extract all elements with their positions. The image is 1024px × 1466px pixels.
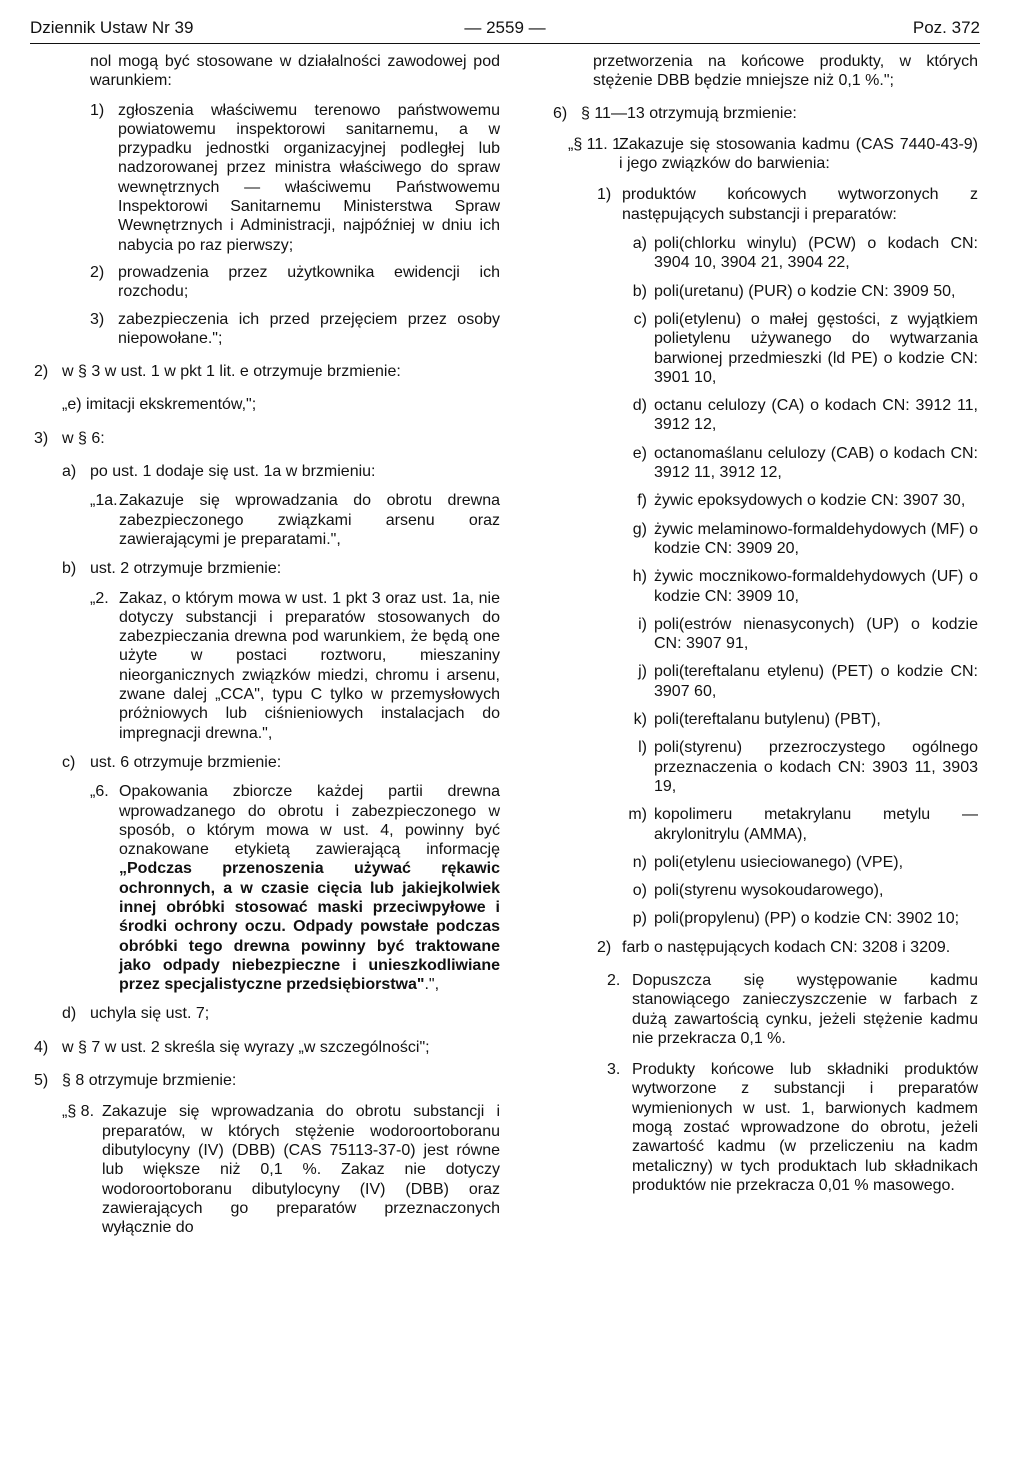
condition-item bbox=[90, 310, 500, 349]
item-text: octanu celulozy (CA) o kodach CN: 3912 11, 3912 12, bbox=[654, 397, 978, 434]
item-text: octanomaślanu celulozy (CAB) o kodach CN: 3912 11, 3912 12, bbox=[654, 444, 978, 482]
item-text: zabezpieczenia ich przed przejęciem przez osoby niepowołane."; bbox=[118, 310, 500, 347]
amendment-item bbox=[34, 1071, 500, 1090]
item-label: j) bbox=[638, 663, 647, 681]
item-text: żywic melaminowo-formaldehydowych (MF) o kodzie CN: 3909 20, bbox=[654, 520, 978, 557]
amendment-item bbox=[34, 362, 500, 381]
item-label: 3) bbox=[34, 429, 49, 447]
section-11 bbox=[568, 135, 978, 174]
item-text: żywic epoksydowych o kodzie CN: 3907 30, bbox=[654, 492, 966, 510]
item-text: poli(styrenu) przezroczystego ogólnego przeznaczenia o kodach CN: 3903 11, 3903 19, bbox=[654, 739, 978, 795]
sub-item bbox=[62, 753, 500, 772]
item-label: o) bbox=[632, 882, 647, 900]
substances-list bbox=[622, 234, 978, 929]
item-label: 2) bbox=[34, 363, 49, 381]
list-item bbox=[622, 234, 978, 273]
list-item bbox=[622, 444, 978, 483]
item-text: Produkty końcowe lub składniki produktów wytworzone z substancji i preparatów wymienionych w ust. 1, barwionych kadmem mogą zostać wprowadzone do obrotu, jeżeli zawartość kadmu (w przeliczeniu na kadm metaliczny) w tych produktach lub składnikach produktów nie przekracza 0,01 % masowego. bbox=[632, 1061, 978, 1194]
amendment-item bbox=[34, 1038, 500, 1057]
item-label: k) bbox=[633, 711, 647, 729]
item-text: poli(chlorku winylu) (PCW) o kodach CN: 3904 10, 3904 21, 3904 22, bbox=[654, 235, 978, 272]
amendment-item bbox=[553, 104, 978, 123]
item-text: ust. 2 otrzymuje brzmienie: bbox=[90, 560, 282, 578]
item-label: 6) bbox=[553, 104, 568, 122]
item-text: § 11—13 otrzymują brzmienie: bbox=[581, 104, 797, 122]
item-label: a) bbox=[632, 235, 647, 253]
item-text: poli(etylenu) o małej gęstości, z wyjątkiem polietylenu używanego do wytwarzania barwionej przedmieszki (ld PE) o kodzie CN: 3901 10, bbox=[654, 310, 978, 386]
item-label: l) bbox=[638, 739, 647, 757]
left-column bbox=[34, 52, 500, 1237]
quote-text-end: .", bbox=[424, 976, 440, 994]
item-label: g) bbox=[632, 520, 647, 538]
item-text: poli(tereftalanu etylenu) (PET) o kodzie CN: 3907 60, bbox=[654, 663, 978, 700]
item-label: 5) bbox=[34, 1072, 49, 1090]
item-label: d) bbox=[62, 1005, 77, 1023]
item-text: po ust. 1 dodaje się ust. 1a w brzmieniu: bbox=[90, 463, 376, 481]
condition-item bbox=[90, 263, 500, 302]
list-item bbox=[622, 909, 978, 928]
item-label: e) bbox=[632, 444, 647, 462]
page-header bbox=[30, 18, 980, 42]
list-item bbox=[622, 567, 978, 606]
item-label: b) bbox=[62, 560, 77, 578]
item-label: 2. bbox=[607, 971, 621, 989]
sub-item bbox=[62, 1004, 500, 1023]
journal-title: Dziennik Ustaw Nr 39 bbox=[30, 18, 194, 37]
amendment-quote: „e) imitacji ekskrementów,"; bbox=[62, 396, 257, 414]
conditions-list bbox=[90, 101, 500, 349]
section-text: Zakazuje się stosowania kadmu (CAS 7440-43-9) i jego związków do barwienia: bbox=[619, 135, 978, 173]
item-text: Zakazuje się wprowadzania do obrotu drewna zabezpieczonego związkami arsenu oraz zawierającymi je preparatami.", bbox=[119, 492, 500, 548]
amendment-item bbox=[34, 429, 500, 448]
item-text: żywic mocznikowo-formaldehydowych (UF) o kodzie CN: 3909 10, bbox=[654, 568, 978, 605]
item-text: Zakaz, o którym mowa w ust. 1 pkt 3 oraz ust. 1a, nie dotyczy substancji i preparatów stosowanych do zabezpieczania drewna pod warunkiem, że będą one użyte w postaci roztworu, mieszaniny nieorganicznych związków miedzi, chromu i arsenu, zwane dalej „CCA", typu C tylko w przemysłowych próżniowych lub ciśnieniowych instalacjach do impregnacji drewna.", bbox=[119, 589, 500, 742]
item-label: p) bbox=[632, 910, 647, 928]
list-item bbox=[622, 738, 978, 796]
item-label: b) bbox=[632, 282, 647, 300]
item-label: 1) bbox=[597, 186, 612, 204]
amendment-quote bbox=[62, 1102, 500, 1237]
item-text: w § 6: bbox=[62, 429, 105, 447]
item-label: i) bbox=[638, 615, 647, 633]
section-paragraph bbox=[607, 971, 978, 1048]
list-item bbox=[622, 491, 978, 510]
item-text: produktów końcowych wytworzonych z następujących substancji i preparatów: bbox=[622, 186, 978, 223]
list-item bbox=[622, 396, 978, 435]
item-label: c) bbox=[62, 753, 76, 771]
item-label: 2) bbox=[90, 263, 105, 281]
item-text: zgłoszenia właściwemu terenowo państwowemu powiatowemu inspektorowi sanitarnemu, a w przypadku jednostki organizacyjnej podległej lub nadzorowanej przez ministra właściwego do spraw wewnętrznych — właściwemu Państwowemu Inspektorowi Sanitarnemu Ministerstwa Spraw Wewnętrznych i Administracji, najpóźniej w dniu ich nabycia po raz pierwszy; bbox=[118, 101, 500, 254]
amendment-quote bbox=[90, 782, 500, 994]
list-item bbox=[622, 710, 978, 729]
item-label: 3) bbox=[90, 310, 105, 328]
intro-paragraph: nol mogą być stosowane w działalności zawodowej pod warunkiem: bbox=[90, 53, 500, 90]
amendment-quote bbox=[90, 491, 500, 549]
item-text: w § 7 w ust. 2 skreśla się wyrazy „w szczególności"; bbox=[62, 1038, 430, 1056]
item-label: „6. bbox=[90, 783, 109, 801]
item-text: Zakazuje się wprowadzania do obrotu substancji i preparatów, w których stężenie wodoroortoboranu dibutylocyny (IV) (DBB) (CAS 75113-37-0) jest równe lub większe niż 0,1 %. Zakaz nie dotyczy wodoroortoboranu dibutylocyny (IV) (DBB) oraz zawierających go preparatów przeznaczonych wyłącznie do bbox=[102, 1103, 500, 1237]
item-text: prowadzenia przez użytkownika ewidencji ich rozchodu; bbox=[118, 263, 500, 301]
item-label: 2) bbox=[597, 938, 612, 956]
item-label: 4) bbox=[34, 1038, 49, 1056]
item-text: Dopuszcza się występowanie kadmu stanowiącego zanieczyszczenie w farbach z dużą zawartością cynku, jeżeli stężenie kadmu nie przekracza 0,1 %. bbox=[632, 971, 978, 1047]
sub-item bbox=[597, 938, 978, 957]
item-text: kopolimeru metakrylanu metylu — akrylonitrylu (AMMA), bbox=[654, 806, 978, 843]
quote-text: Opakowania zbiorcze każdej partii drewna wprowadzanego do obrotu i zabezpieczonego w sposób, o którym mowa w ust. 4, powinny być oznakowane etykietą zawierającą informację bbox=[119, 783, 500, 859]
section-paragraph bbox=[607, 1060, 978, 1195]
right-column bbox=[553, 52, 978, 1195]
item-text: ust. 6 otrzymuje brzmienie: bbox=[90, 753, 282, 771]
item-text bbox=[119, 782, 500, 994]
amendment-quote bbox=[90, 589, 500, 743]
list-item bbox=[622, 881, 978, 900]
section-label: „§ 11. 1. bbox=[568, 135, 626, 153]
page-number: — 2559 — bbox=[464, 18, 546, 37]
list-item bbox=[622, 615, 978, 654]
item-text: farb o następujących kodach CN: 3208 i 3209. bbox=[622, 938, 951, 956]
item-text: w § 3 w ust. 1 w pkt 1 lit. e otrzymuje brzmienie: bbox=[62, 363, 401, 381]
item-text: poli(tereftalanu butylenu) (PBT), bbox=[654, 711, 881, 729]
item-label: 3. bbox=[607, 1061, 621, 1079]
list-item bbox=[622, 662, 978, 701]
sub-item bbox=[62, 462, 500, 481]
item-label: f) bbox=[637, 492, 647, 510]
item-label: „§ 8. bbox=[62, 1103, 95, 1121]
list-item bbox=[622, 282, 978, 301]
continued-paragraph: przetworzenia na końcowe produkty, w których stężenie DBB będzie mniejsze niż 0,1 %."; bbox=[593, 53, 978, 90]
item-label: c) bbox=[633, 310, 647, 328]
item-label: h) bbox=[632, 568, 647, 586]
item-label: „1a. bbox=[90, 492, 118, 510]
subitems-list bbox=[62, 462, 500, 1024]
sub-item bbox=[62, 559, 500, 578]
item-label: a) bbox=[62, 463, 77, 481]
item-text: poli(styrenu wysokoudarowego), bbox=[654, 882, 884, 900]
item-label: m) bbox=[628, 806, 647, 824]
quote-bold-warning: „Podczas przenoszenia używać rękawic ochronnych, a w czasie cięcia lub jakiejkolwiek innej obróbki stosować maski przeciwpyłowe i środki ochrony oczu. Odpady powstałe podczas obróbki tego drewna powinny być traktowane jako odpady niebezpieczne i unieszkodliwiane przez specjalistyczne przedsiębiorstwa" bbox=[119, 860, 500, 994]
item-text: poli(estrów nienasyconych) (UP) o kodzie CN: 3907 91, bbox=[654, 615, 978, 653]
sub-item bbox=[597, 185, 978, 224]
list-item bbox=[622, 805, 978, 844]
list-item bbox=[622, 520, 978, 559]
header-rule bbox=[30, 43, 980, 44]
item-label: n) bbox=[632, 853, 647, 871]
item-label: 1) bbox=[90, 101, 105, 119]
item-label: d) bbox=[632, 397, 647, 415]
item-text: poli(uretanu) (PUR) o kodzie CN: 3909 50, bbox=[654, 282, 956, 300]
item-text: poli(etylenu usieciowanego) (VPE), bbox=[654, 853, 904, 871]
item-text: poli(propylenu) (PP) o kodzie CN: 3902 10; bbox=[654, 910, 960, 928]
list-item bbox=[622, 310, 978, 387]
condition-item bbox=[90, 101, 500, 255]
item-label: „2. bbox=[90, 589, 109, 607]
list-item bbox=[622, 853, 978, 872]
item-text: uchyla się ust. 7; bbox=[90, 1005, 210, 1023]
item-text: § 8 otrzymuje brzmienie: bbox=[62, 1072, 237, 1090]
position-number: Poz. 372 bbox=[912, 18, 980, 37]
